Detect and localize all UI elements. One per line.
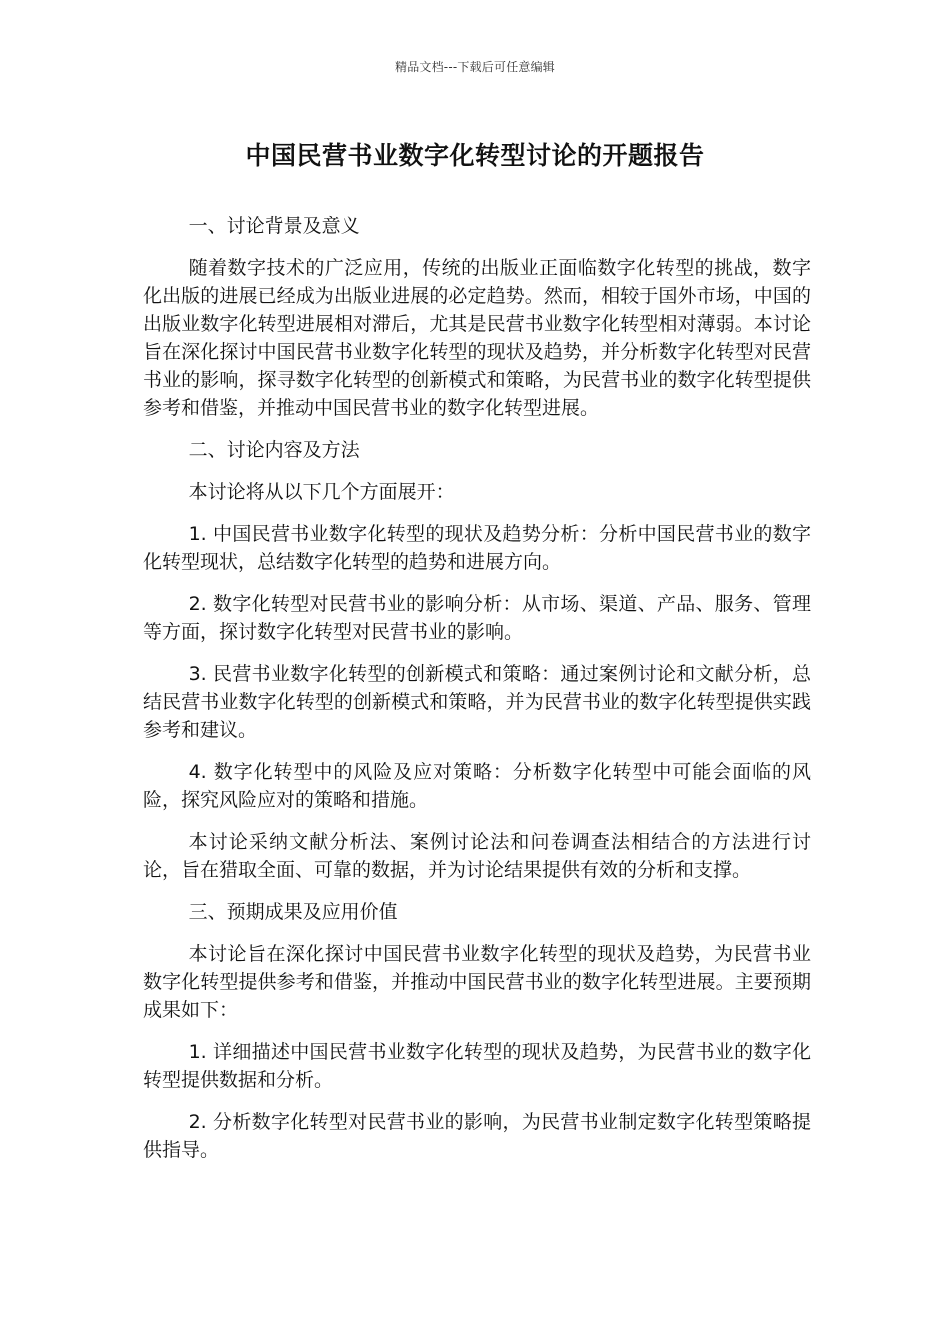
- section-2-item-3: 3. 民营书业数字化转型的创新模式和策略：通过案例讨论和文献分析，总结民营书业数字化转型的创新模式和策略，并为民营书业的数字化转型提供实践参考和建议。: [143, 663, 811, 741]
- section-2-heading: 二、讨论内容及方法: [188, 439, 360, 461]
- section-3-intro: 本讨论旨在深化探讨中国民营书业数字化转型的现状及趋势，为民营书业数字化转型提供参考和借鉴，并推动中国民营书业的数字化转型进展。主要预期成果如下：: [143, 943, 811, 1021]
- section-2-item-4: 4. 数字化转型中的风险及应对策略：分析数字化转型中可能会面临的风险，探究风险应对的策略和措施。: [143, 761, 811, 811]
- section-2-item-1: 1. 中国民营书业数字化转型的现状及趋势分析：分析中国民营书业的数字化转型现状，总结数字化转型的趋势和进展方向。: [143, 523, 811, 573]
- header-note: 精品文档---下载后可任意编辑: [395, 60, 555, 74]
- section-3-item-2: 2. 分析数字化转型对民营书业的影响，为民营书业制定数字化转型策略提供指导。: [143, 1111, 811, 1161]
- section-2-intro: 本讨论将从以下几个方面展开：: [188, 481, 455, 503]
- section-1-paragraph: 随着数字技术的广泛应用，传统的出版业正面临数字化转型的挑战，数字化出版的进展已经成为出版业进展的必定趋势。然而，相较于国外市场，中国的出版业数字化转型进展相对滞后，尤其是民营书业数字化转型相对薄弱。本讨论旨在深化探讨中国民营书业数字化转型的现状及趋势，并分析数字化转型对民营书业的影响，探寻数字化转型的创新模式和策略，为民营书业的数字化转型提供参考和借鉴，并推动中国民营书业的数字化转型进展。: [143, 257, 811, 419]
- section-2-item-2: 2. 数字化转型对民营书业的影响分析：从市场、渠道、产品、服务、管理等方面，探讨数字化转型对民营书业的影响。: [143, 593, 811, 643]
- document-body: [143, 212, 811, 1178]
- section-2-method: 本讨论采纳文献分析法、案例讨论法和问卷调查法相结合的方法进行讨论，旨在猎取全面、可靠的数据，并为讨论结果提供有效的分析和支撑。: [143, 831, 811, 881]
- section-3-item-1: 1. 详细描述中国民营书业数字化转型的现状及趋势，为民营书业的数字化转型提供数据和分析。: [143, 1041, 811, 1091]
- document-title: 中国民营书业数字化转型讨论的开题报告: [245, 141, 705, 170]
- section-1-heading: 一、讨论背景及意义: [188, 215, 360, 237]
- section-3-heading: 三、预期成果及应用价值: [188, 901, 398, 923]
